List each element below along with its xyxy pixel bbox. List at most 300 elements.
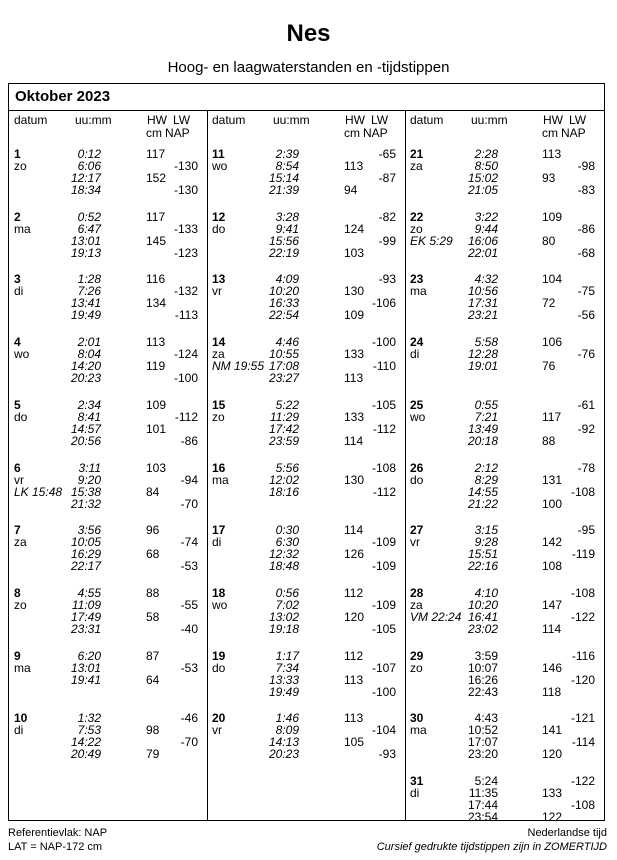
low-water-value: -124 [173,347,198,362]
tide-time: 0:55 [474,397,498,412]
day-number: 22 [410,209,424,224]
tide-time: 22:19 [268,245,299,260]
tide-time: 8:29 [474,472,498,487]
high-water-value: 113 [542,147,562,161]
day-block [207,336,405,396]
high-water-value: 126 [344,547,365,562]
tide-time: 22:43 [467,684,498,699]
low-water-value: -106 [371,296,396,311]
tide-time: 0:30 [275,523,299,538]
tide-time: 15:51 [467,547,498,562]
tide-time: 14:57 [70,421,101,436]
tide-time: 20:49 [70,747,101,762]
day-of-week: za [14,535,27,550]
day-of-week: zo [14,597,27,612]
day-of-week: di [410,786,420,800]
day-of-week: di [14,284,24,299]
high-water-value: 93 [542,171,556,185]
tide-time: 15:02 [467,171,498,185]
day-of-week: ma [410,284,427,299]
moon-phase: EK 5:29 [410,233,453,248]
high-water-value: 113 [344,711,364,726]
day-of-week: do [212,221,226,236]
tide-time: 21:22 [467,496,498,511]
tide-time: 22:01 [467,245,498,260]
day-number: 26 [410,460,424,475]
low-water-value: -86 [180,433,198,448]
tide-time: 6:47 [77,221,101,236]
high-water-value: 117 [146,209,166,224]
day-number: 10 [14,711,28,726]
day-of-week: do [410,472,424,487]
low-water-value: -100 [371,335,396,350]
tide-time: 20:23 [268,747,299,762]
low-water-value: -74 [180,535,198,550]
day-of-week: ma [410,723,427,738]
low-water-value: -92 [577,421,595,436]
low-water-value: -132 [173,284,198,299]
low-water-value: -113 [174,308,198,323]
tide-time: 6:06 [77,159,101,173]
day-number: 27 [410,523,424,538]
day-block [207,148,405,208]
day-of-week: ma [212,472,229,487]
tide-time: 16:06 [467,233,498,248]
tide-time: 18:34 [70,183,101,197]
high-water-value: 134 [146,296,167,311]
high-water-value: 116 [146,272,166,287]
tide-time: 23:21 [467,308,498,323]
header-cm: cm [542,126,558,140]
page-title: Nes [286,20,331,47]
header-cm: cm [146,126,162,140]
tide-time: 7:02 [275,597,299,612]
tide-time: 13:41 [70,296,101,311]
day-block [405,712,604,772]
tide-time: 4:10 [474,585,498,600]
day-number: 1 [14,147,21,161]
day-number: 14 [212,335,226,350]
low-water-value: -120 [570,672,595,687]
high-water-value: 130 [344,284,365,299]
low-water-value: -112 [372,484,396,499]
high-water-value: 109 [542,209,563,224]
high-water-value: 114 [344,433,364,448]
day-block [207,524,405,584]
day-block [9,462,207,522]
tide-time: 22:16 [467,559,498,574]
day-block [9,524,207,584]
tide-time: 16:26 [467,672,498,687]
low-water-value: -122 [570,609,595,624]
day-of-week: za [410,159,423,173]
day-block [207,462,405,522]
low-water-value: -109 [371,535,396,550]
tide-time: 19:41 [70,672,101,687]
tide-time: 4:55 [77,585,101,600]
day-block [207,712,405,772]
day-of-week: vr [410,535,420,550]
low-water-value: -108 [570,585,595,600]
tide-time: 4:09 [275,272,299,287]
low-water-value: -130 [173,183,198,197]
day-of-week: zo [14,159,27,173]
high-water-value: 124 [344,221,365,236]
tide-time: 10:52 [467,723,498,738]
tide-time: 3:11 [78,460,101,475]
low-water-value: -78 [577,460,595,475]
day-number: 5 [14,397,21,412]
low-water-value: -70 [180,735,198,750]
high-water-value: 120 [344,609,365,624]
day-of-week: do [14,409,28,424]
tide-time: 18:16 [268,484,299,499]
low-water-value: -76 [577,347,595,362]
header-nap: NAP [561,126,586,140]
tide-time: 7:34 [275,660,299,675]
high-water-value: 146 [542,660,563,675]
day-number: 16 [212,460,226,475]
summertime-note: Cursief gedrukte tijdstippen zijn in ZOMERTIJD [376,841,607,853]
tide-time: 0:56 [275,585,299,600]
low-water-value: -86 [577,221,595,236]
tide-time: 4:46 [275,335,299,350]
low-water-value: -108 [570,484,595,499]
day-of-week: di [212,535,222,550]
high-water-value: 112 [344,585,364,600]
high-water-value: 76 [542,359,556,374]
day-number: 25 [410,397,424,412]
tide-time: 5:22 [275,397,299,412]
low-water-value: -116 [571,648,595,663]
tide-time: 13:33 [268,672,299,687]
tide-time: 3:56 [77,523,101,538]
high-water-value: 103 [146,460,167,475]
tide-time: 13:02 [268,609,299,624]
tide-time: 12:17 [70,171,101,185]
tide-time: 7:26 [77,284,101,299]
day-block [405,336,604,396]
header-hw: HW [345,113,365,127]
high-water-value: 88 [542,433,556,448]
high-water-value: 103 [344,245,365,260]
low-water-value: -114 [571,735,595,750]
high-water-value: 64 [146,672,160,687]
high-water-value: 72 [542,296,556,311]
high-water-value: 114 [542,621,562,636]
tide-time: 15:14 [268,171,299,185]
tide-time: 8:54 [275,159,299,173]
day-of-week: ma [14,221,31,236]
low-water-value: -70 [180,496,198,511]
timezone-note: Nederlandse tijd [527,827,607,839]
low-water-value: -75 [577,284,595,299]
day-number: 2 [14,209,21,224]
day-number: 23 [410,272,424,287]
day-block [405,650,604,710]
tide-time: 20:23 [70,371,101,386]
low-water-value: -99 [378,233,396,248]
low-water-value: -121 [570,711,595,726]
day-of-week: za [410,597,423,612]
header-lw: LW [371,113,389,127]
day-block [207,273,405,333]
header-time: uu:mm [471,113,508,127]
tide-time: 1:46 [275,711,299,726]
day-number: 3 [14,272,21,287]
tide-time: 8:09 [275,723,299,738]
high-water-value: 145 [146,233,167,248]
tide-time: 10:07 [467,660,498,675]
low-water-value: -94 [180,472,198,487]
day-number: 9 [14,648,21,663]
tide-time: 9:20 [77,472,101,487]
tide-time: 2:39 [275,147,299,161]
low-water-value: -133 [173,221,198,236]
low-water-value: -46 [180,711,198,726]
tide-time: 19:49 [268,684,299,699]
moon-phase: NM 19:55 [212,359,265,374]
day-block [405,587,604,647]
table-column-3 [405,111,604,824]
tide-time: 5:24 [474,774,498,788]
day-block [207,399,405,459]
day-number: 28 [410,585,424,600]
tide-time: 13:01 [70,660,101,675]
day-block [9,273,207,333]
high-water-value: 113 [344,672,364,687]
day-of-week: vr [14,472,24,487]
high-water-value: 114 [344,523,364,538]
day-number: 18 [212,585,226,600]
header-hw: HW [543,113,563,127]
high-water-value: 120 [542,747,563,762]
day-number: 17 [212,523,226,538]
tide-time: 2:12 [474,460,498,475]
day-of-week: ma [14,660,31,675]
tide-time: 19:01 [467,359,498,374]
high-water-value: 113 [146,335,166,350]
header-hw: HW [147,113,167,127]
tide-time: 3:15 [474,523,498,538]
table-column-1 [9,111,208,820]
low-water-value: -61 [577,397,595,412]
tide-time: 22:54 [268,308,299,323]
tide-time: 5:58 [474,335,498,350]
day-number: 29 [410,648,424,663]
tide-time: 14:20 [70,359,101,374]
low-water-value: -40 [180,621,198,636]
tide-time: 19:49 [70,308,101,323]
tide-time: 17:49 [70,609,101,624]
low-water-value: -87 [378,171,396,185]
high-water-value: 141 [542,723,563,738]
day-number: 20 [212,711,226,726]
day-of-week: za [212,347,225,362]
tide-time: 17:07 [467,735,498,750]
low-water-value: -55 [180,597,198,612]
header-time: uu:mm [75,113,112,127]
tide-time: 2:01 [77,335,101,350]
day-number: 11 [212,147,225,161]
day-of-week: di [14,723,24,738]
low-water-value: -108 [371,460,396,475]
low-water-value: -105 [371,397,396,412]
day-block [9,399,207,459]
day-block [405,148,604,208]
tide-time: 8:04 [77,347,101,362]
day-of-week: zo [410,221,423,236]
day-number: 24 [410,335,424,350]
high-water-value: 131 [542,472,563,487]
day-block [405,273,604,333]
day-number: 13 [212,272,226,287]
high-water-value: 122 [542,810,563,824]
low-water-value: -104 [371,723,396,738]
page-subtitle: Hoog- en laagwaterstanden en -tijdstippen [167,59,450,76]
day-block [405,399,604,459]
tide-time: 4:32 [474,272,498,287]
tide-time: 19:13 [70,245,101,260]
tide-time: 10:05 [70,535,101,550]
header-lw: LW [569,113,587,127]
day-of-week: wo [14,347,30,362]
high-water-value: 68 [146,547,160,562]
tide-time: 21:39 [268,183,299,197]
table-column-2 [207,111,406,820]
high-water-value: 112 [344,648,364,663]
day-block [405,211,604,271]
low-water-value: -122 [570,774,595,788]
day-block [9,148,207,208]
tide-time: 4:43 [474,711,498,726]
day-of-week: vr [212,723,222,738]
tide-time: 8:50 [474,159,498,173]
tide-time: 2:34 [77,397,101,412]
low-water-value: -68 [577,245,595,260]
low-water-value: -56 [577,308,595,323]
low-water-value: -130 [173,159,198,173]
tide-time: 23:27 [268,371,299,386]
tide-time: 15:38 [70,484,101,499]
high-water-value: 98 [146,723,160,738]
day-of-week: wo [212,159,228,173]
tide-time: 23:31 [70,621,101,636]
low-water-value: -108 [570,798,595,812]
high-water-value: 118 [542,684,562,699]
tide-time: 18:48 [268,559,299,574]
tide-time: 13:01 [70,233,101,248]
day-of-week: zo [212,409,225,424]
high-water-value: 58 [146,609,160,624]
low-water-value: -53 [180,559,198,574]
tide-time: 11:29 [269,409,299,424]
tide-time: 16:33 [268,296,299,311]
day-of-week: di [410,347,420,362]
tide-time: 11:35 [468,786,498,800]
tide-time: 10:55 [268,347,299,362]
day-number: 15 [212,397,226,412]
day-block [405,775,604,835]
moon-phase: VM 22:24 [410,609,462,624]
tide-time: 5:56 [275,460,299,475]
tide-time: 10:20 [268,284,299,299]
high-water-value: 133 [344,347,365,362]
day-of-week: do [212,660,226,675]
high-water-value: 113 [344,371,364,386]
high-water-value: 142 [542,535,563,550]
tide-time: 8:41 [77,409,101,424]
header-nap: NAP [165,126,190,140]
day-number: 8 [14,585,21,600]
high-water-value: 100 [542,496,563,511]
day-number: 30 [410,711,424,726]
low-water-value: -83 [577,183,595,197]
tide-time: 3:28 [275,209,299,224]
low-water-value: -107 [371,660,396,675]
low-water-value: -123 [173,245,198,260]
tide-table [8,83,605,824]
high-water-value: 117 [146,147,166,161]
header-nap: NAP [363,126,388,140]
day-block [207,211,405,271]
tide-time: 6:30 [275,535,299,550]
tide-time: 17:42 [268,421,299,436]
low-water-value: -100 [371,684,396,699]
high-water-value: 117 [542,409,562,424]
high-water-value: 119 [146,359,166,374]
low-water-value: -98 [577,159,595,173]
tide-time: 7:53 [77,723,101,738]
low-water-value: -93 [378,272,396,287]
tide-time: 14:13 [268,735,299,750]
day-block [9,211,207,271]
tide-time: 7:21 [474,409,498,424]
day-of-week: zo [410,660,423,675]
tide-time: 1:28 [77,272,101,287]
low-water-value: -53 [180,660,198,675]
day-number: 7 [14,523,21,538]
day-block [405,462,604,522]
day-of-week: wo [410,409,426,424]
high-water-value: 133 [542,786,563,800]
tide-time: 23:20 [467,747,498,762]
tide-time: 16:29 [70,547,101,562]
high-water-value: 105 [344,735,365,750]
day-block [9,587,207,647]
tide-time: 0:12 [77,147,101,161]
low-water-value: -109 [371,559,396,574]
tide-time: 17:31 [467,296,498,311]
high-water-value: 96 [146,523,160,538]
low-water-value: -109 [371,597,396,612]
day-number: 12 [212,209,226,224]
lat-note: LAT = NAP-172 cm [8,841,103,853]
tide-time: 23:02 [467,621,498,636]
low-water-value: -105 [371,621,396,636]
day-number: 19 [212,648,226,663]
tide-time: 16:41 [467,609,498,624]
day-of-week: vr [212,284,222,299]
tide-time: 9:28 [474,535,498,550]
tide-time: 11:09 [71,597,101,612]
tide-time: 6:20 [77,648,101,663]
tide-time: 10:20 [467,597,498,612]
header-datum: datum [14,113,48,127]
tide-time: 14:22 [70,735,101,750]
low-water-value: -112 [174,409,198,424]
reference-level-note: Referentievlak: NAP [8,827,108,839]
